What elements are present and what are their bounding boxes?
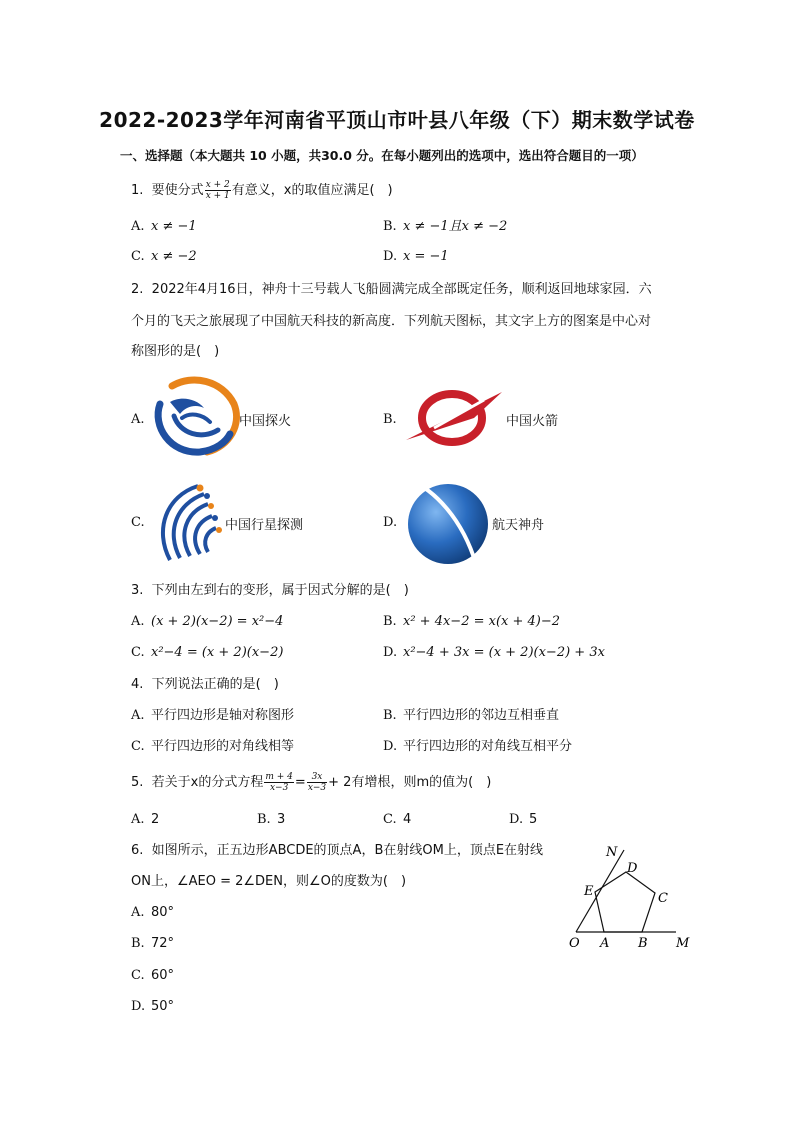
q4-option-c[interactable] — [131, 738, 294, 756]
logo-caption: 航天神舟 — [492, 518, 545, 533]
fraction — [205, 180, 231, 201]
q3-option-d[interactable] — [383, 644, 605, 662]
q6-option-b[interactable] — [131, 935, 174, 953]
question-text: 如图所示，正五边形ABCDE的顶点A，B在射线OM上，顶点E在射线 — [151, 843, 544, 858]
q5-option-a[interactable] — [131, 811, 159, 829]
question-5 — [131, 772, 491, 793]
rocket-logo — [404, 388, 504, 448]
fraction-numerator: 3x — [307, 772, 327, 783]
option-label: D. — [131, 999, 146, 1014]
option-text: 5 — [529, 812, 538, 827]
question-text: 下列由左到右的变形，属于因式分解的是( ) — [151, 583, 409, 598]
option-text: x²−4 + 3x = (x + 2)(x−2) + 3x — [403, 645, 605, 660]
option-label: A. — [131, 219, 145, 234]
question-text-end: 有意义，x的取值应满足( ) — [231, 183, 393, 198]
q1-option-b[interactable] — [383, 218, 507, 236]
q5-option-c[interactable] — [383, 811, 411, 829]
option-label: D. — [383, 739, 398, 754]
q3-option-c[interactable] — [131, 644, 283, 662]
page-title: 2022-2023学年河南省平顶山市叶县八年级（下）期末数学试卷 — [99, 108, 695, 132]
q6-option-c[interactable] — [131, 967, 174, 985]
option-text: 平行四边形的邻边互相垂直 — [403, 708, 560, 723]
option-text: 平行四边形的对角线相等 — [151, 739, 295, 754]
option-label: A. — [131, 812, 145, 827]
fraction-numerator: x + 2 — [205, 180, 230, 190]
pentagon — [595, 872, 655, 932]
option-text: x ≠ −2 — [151, 249, 197, 264]
q6-option-a[interactable] — [131, 904, 174, 922]
question-4 — [131, 676, 279, 694]
question-2-line-3: 称图形的是( ) — [131, 344, 220, 359]
question-number: 4. — [131, 677, 144, 692]
mars-exploration-logo — [152, 376, 242, 456]
label-o: O — [569, 936, 580, 951]
option-text: 平行四边形是轴对称图形 — [151, 708, 295, 723]
logo-caption: 中国火箭 — [506, 414, 559, 429]
option-label: D. — [383, 515, 398, 530]
option-label: C. — [131, 249, 145, 264]
label-n: N — [606, 845, 618, 860]
q1-option-c[interactable] — [131, 248, 197, 266]
label-d: D — [627, 861, 638, 876]
option-text: x²−4 = (x + 2)(x−2) — [151, 645, 284, 660]
option-text: (x + 2)(x−2) = x²−4 — [151, 614, 284, 629]
shenzhou-logo — [404, 478, 494, 568]
q4-option-b[interactable] — [383, 707, 559, 725]
fraction-denominator: x−3 — [307, 783, 327, 793]
question-text: 若关于x的分式方程 — [151, 775, 264, 790]
question-number: 5. — [131, 775, 144, 790]
q3-option-b[interactable] — [383, 613, 560, 631]
option-text: x² + 4x−2 = x(x + 4)−2 — [403, 614, 561, 629]
fraction-numerator: m + 4 — [265, 772, 293, 782]
option-label: B. — [383, 708, 397, 723]
option-text: 平行四边形的对角线互相平分 — [403, 739, 573, 754]
fraction — [307, 772, 327, 793]
option-label: B. — [257, 812, 271, 827]
option-label: C. — [383, 812, 397, 827]
option-text: 60° — [151, 968, 175, 983]
question-number: 2. — [131, 282, 144, 297]
option-text: 4 — [403, 812, 412, 827]
option-text: 50° — [151, 999, 175, 1014]
option-text: 80° — [151, 905, 175, 920]
question-1 — [131, 180, 393, 201]
option-label: D. — [509, 812, 524, 827]
pentagon-figure — [560, 840, 700, 955]
option-label: A. — [131, 708, 145, 723]
question-2-line-1 — [131, 281, 652, 299]
q2-option-b[interactable] — [383, 411, 403, 429]
q1-option-a[interactable] — [131, 218, 197, 236]
option-text: 72° — [151, 936, 175, 951]
question-6-line-1 — [131, 842, 543, 860]
option-text: 2 — [151, 812, 160, 827]
q4-option-a[interactable] — [131, 707, 294, 725]
question-text: 下列说法正确的是( ) — [151, 677, 279, 692]
question-number: 3. — [131, 583, 144, 598]
fraction — [264, 772, 294, 793]
option-label: C. — [131, 515, 145, 530]
option-label: D. — [383, 645, 398, 660]
option-label: B. — [131, 936, 145, 951]
question-2-line-2: 个月的飞天之旅展现了中国航天科技的新高度．下列航天图标，其文字上方的图案是中心对 — [131, 314, 652, 329]
q2-option-a[interactable] — [131, 411, 151, 429]
label-m: M — [676, 936, 690, 951]
option-text: x ≠ −1 — [151, 219, 197, 234]
equals-sign: = — [294, 775, 306, 790]
question-text: 要使分式 — [151, 183, 204, 198]
q2-option-c[interactable] — [131, 514, 151, 532]
q4-option-d[interactable] — [383, 738, 572, 756]
q6-option-d[interactable] — [131, 998, 174, 1016]
option-text: x = −1 — [403, 249, 449, 264]
logo-caption: 中国探火 — [239, 414, 292, 429]
question-6-line-2: ON上，∠AEO = 2∠DEN，则∠O的度数为( ) — [131, 874, 407, 889]
question-3 — [131, 582, 409, 600]
fraction-denominator: x−3 — [269, 783, 289, 793]
option-label: A. — [131, 905, 145, 920]
label-b: B — [638, 936, 648, 951]
option-label: C. — [131, 645, 145, 660]
option-label: C. — [131, 739, 145, 754]
fraction-denominator: x + 1 — [205, 191, 230, 201]
section-heading: 一、选择题（本大题共 10 小题，共30.0 分。在每小题列出的选项中，选出符合题目的一项） — [120, 148, 644, 163]
option-label: B. — [383, 412, 397, 427]
label-c: C — [658, 891, 668, 906]
option-label: D. — [383, 249, 398, 264]
option-text: x ≠ −1且x ≠ −2 — [403, 219, 508, 234]
option-label: C. — [131, 968, 145, 983]
option-label: A. — [131, 412, 145, 427]
question-number: 6. — [131, 843, 144, 858]
planetary-exploration-logo — [150, 482, 225, 564]
question-number: 1. — [131, 183, 144, 198]
q2-option-d[interactable] — [383, 514, 403, 532]
q5-option-b[interactable] — [257, 811, 285, 829]
q1-option-d[interactable] — [383, 248, 449, 266]
option-label: B. — [383, 614, 397, 629]
label-a: A — [600, 936, 610, 951]
option-label: B. — [383, 219, 397, 234]
q5-option-d[interactable] — [509, 811, 537, 829]
label-e: E — [584, 884, 594, 899]
question-text-end: + 2有增根，则m的值为( ) — [328, 775, 492, 790]
option-label: A. — [131, 614, 145, 629]
option-text: 3 — [277, 812, 286, 827]
logo-caption: 中国行星探测 — [225, 518, 304, 533]
question-text: 2022年4月16日，神舟十三号载人飞船圆满完成全部既定任务，顺利返回地球家园．六 — [151, 282, 652, 297]
q3-option-a[interactable] — [131, 613, 283, 631]
